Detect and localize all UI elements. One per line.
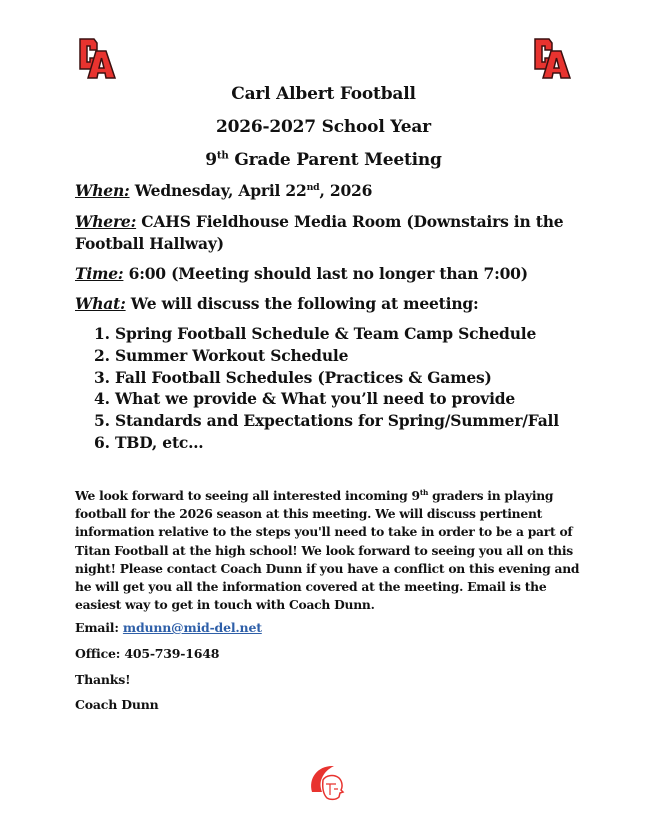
where-value: CAHS Fieldhouse Media Room (Downstairs in the Football Hallway) (75, 212, 564, 253)
when-label: When: (75, 181, 130, 200)
body-sup: th (419, 487, 429, 497)
agenda-item: 5. Standards and Expectations for Spring/Summer/Fall (94, 411, 559, 431)
thanks-text: Thanks! (75, 672, 131, 687)
title-school-year: 2026-2027 School Year (216, 117, 431, 137)
email-link[interactable]: mdunn@mid-del.net (122, 620, 262, 635)
body-paragraph (75, 487, 580, 614)
time-field (75, 263, 575, 285)
signature: Coach Dunn (75, 697, 159, 712)
when-field (75, 180, 575, 202)
body-text-rest: graders in playing football for the 2026 season at this meeting. We will discuss pertinent information relative to the steps you'll need to take in order to be a part of Titan Football at the high school! We look forward to seeing you all on this night! Please contact Coach Dunn if you have a conflict on this evening and he will get you all the information covered at the meeting. Email is the easiest way to get in touch with Coach Dunn. (75, 488, 580, 613)
agenda-item: 6. TBD, etc… (94, 432, 204, 452)
time-label: Time: (75, 264, 124, 283)
agenda-item: 3. Fall Football Schedules (Practices & Games) (94, 367, 492, 387)
email-label: Email: (75, 620, 123, 635)
ca-logo-right-icon (533, 37, 571, 79)
email-line (75, 620, 262, 635)
grade-suffix: th (216, 149, 229, 162)
where-label: Where: (75, 212, 137, 231)
where-field (75, 211, 575, 255)
title-meeting (0, 150, 647, 170)
body-text-start: We look forward to seeing all interested incoming 9 (75, 488, 420, 503)
meeting-name: Grade Parent Meeting (228, 150, 442, 170)
what-label: What: (75, 294, 126, 313)
what-value: We will discuss the following at meeting: (125, 294, 479, 313)
agenda-item: 1. Spring Football Schedule & Team Camp Schedule (94, 324, 537, 343)
when-sup: nd (306, 181, 320, 193)
ca-logo-left-icon (78, 37, 116, 79)
title-program: Carl Albert Football (231, 84, 416, 104)
agenda-item: 2. Summer Workout Schedule (94, 345, 349, 365)
time-value: 6:00 (Meeting should last no longer than 7:00) (123, 264, 528, 283)
agenda-item: 4. What we provide & What you’ll need to provide (94, 389, 516, 409)
agenda-list (94, 323, 559, 454)
office-line (75, 646, 219, 661)
when-year: , 2026 (319, 181, 373, 200)
office-label: Office: (75, 646, 125, 661)
grade-number: 9 (205, 150, 217, 170)
what-field (75, 293, 575, 315)
spartan-helmet-icon (306, 762, 348, 804)
when-value: Wednesday, April 22 (129, 181, 307, 200)
office-phone: 405-739-1648 (124, 646, 220, 661)
